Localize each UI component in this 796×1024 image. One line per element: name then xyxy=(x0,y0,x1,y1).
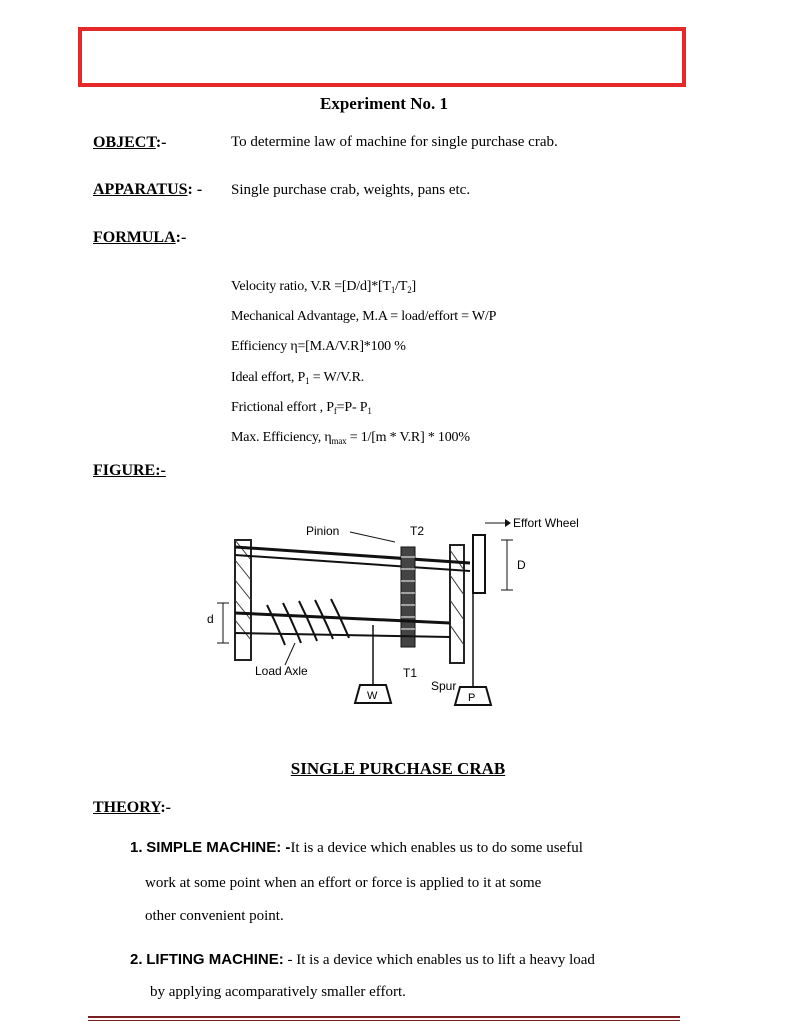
theory-item-simple-machine-line2: work at some point when an effort or force is applied to it at some xyxy=(145,875,542,891)
load-axle-label: Load Axle xyxy=(255,664,308,678)
header-box xyxy=(78,27,686,87)
left-frame xyxy=(235,540,251,660)
w-label: W xyxy=(367,690,378,702)
d-small-label: d xyxy=(207,612,214,626)
spur-label: Spur xyxy=(431,679,457,693)
formula-efficiency: Efficiency η=[M.A/V.R]*100 % xyxy=(231,339,406,354)
crab-diagram xyxy=(205,505,579,723)
apparatus-text: Single purchase crab, weights, pans etc. xyxy=(231,182,471,198)
pinion-label: Pinion xyxy=(306,524,340,538)
formula-velocity-ratio: Velocity ratio, $V.R =[D/d]*[T_1/T_2]$ xyxy=(231,279,416,295)
formula-frictional-effort: Frictional effort , $P_f=P-$ $P_1$ xyxy=(231,400,372,416)
formula-mechanical-advantage: Mechanical Advantage, M.A = load/effort = W/P xyxy=(231,309,497,324)
object-text: To determine law of machine for single purchase crab. xyxy=(231,134,558,150)
theory-item-simple-machine: 1. SIMPLE MACHINE: -It is a device which enables us to do some useful xyxy=(130,839,583,856)
effort-wheel xyxy=(473,535,485,593)
page-title: Experiment No. 1 xyxy=(320,94,448,113)
figure-caption: SINGLE PURCHASE CRAB xyxy=(290,759,506,778)
theory-item-lifting-machine-line2: by applying acomparatively smaller effort. xyxy=(150,984,406,1000)
apparatus-label: APPARATUS: - xyxy=(93,181,203,198)
formula-max-efficiency: Max. Efficiency, $\eta_{max} = 1/[m * V.R] * 100\%$ xyxy=(231,430,470,446)
theory-label: THEORY:- xyxy=(93,799,171,816)
effort-wheel-label: Effort Wheel xyxy=(513,516,579,530)
footer-divider-thin xyxy=(88,1020,680,1021)
theory-item-lifting-machine: 2. LIFTING MACHINE: - It is a device which enables us to lift a heavy load xyxy=(130,951,595,968)
footer-divider xyxy=(88,1016,680,1018)
t1-label: T1 xyxy=(403,666,418,680)
formula-ideal-effort: Ideal effort, $P_1 = W/V.R$. xyxy=(231,370,365,386)
figure-label: FIGURE:- xyxy=(93,462,166,479)
p-label: P xyxy=(468,692,476,704)
object-label: OBJECT:- xyxy=(93,134,167,151)
d-big-label: D xyxy=(517,558,526,572)
t2-label: T2 xyxy=(410,524,425,538)
formula-label: FORMULA:- xyxy=(93,229,187,246)
spur-gear xyxy=(401,547,415,647)
theory-item-simple-machine-line3: other convenient point. xyxy=(145,908,284,924)
crab-figure xyxy=(205,505,579,723)
